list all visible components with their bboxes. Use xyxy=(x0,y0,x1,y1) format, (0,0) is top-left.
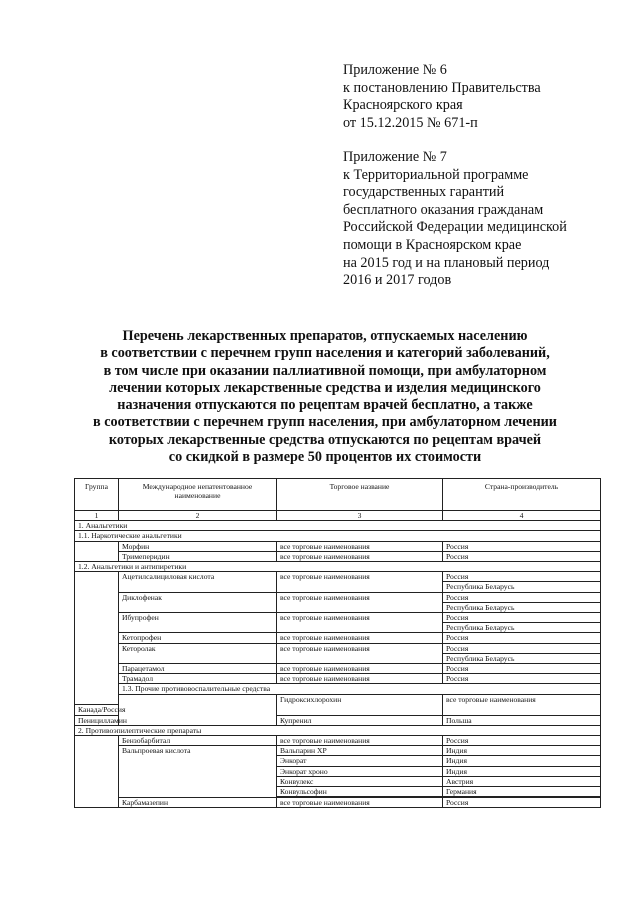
trade-cell: Энкорат хроно xyxy=(277,766,443,776)
inn-cell: Вальпроевая кислота xyxy=(119,746,277,798)
trade-cell: все торговые наименования xyxy=(277,664,443,674)
trade-cell: все торговые наименования xyxy=(277,674,443,684)
table-row xyxy=(75,643,601,653)
title-line: лечении которых лекарственные средства и изделия медицинского xyxy=(109,379,541,396)
appendix-6-line: от 15.12.2015 № 671-п xyxy=(343,114,478,131)
inn-cell: Карбамазепин xyxy=(119,798,277,808)
country-cell: Россия xyxy=(443,798,601,808)
trade-cell: все торговые наименования xyxy=(277,541,443,551)
appendix-6-line: Приложение № 6 xyxy=(343,62,447,78)
table-row xyxy=(75,736,601,746)
inn-cell: Трамадол xyxy=(119,674,277,684)
header-inn: Международное непатентованное наименование xyxy=(119,479,277,511)
group-cell xyxy=(75,541,119,561)
header-country: Страна-производитель xyxy=(443,479,601,511)
country-cell: Республика Беларусь xyxy=(443,582,601,592)
title-line: в соответствии с перечнем групп населения и категорий заболеваний, xyxy=(100,345,550,362)
inn-cell: Гидроксихлорохин xyxy=(277,694,443,715)
country-cell: Индия xyxy=(443,766,601,776)
appendix-7-line: 2016 и 2017 годов xyxy=(343,272,452,289)
table-row xyxy=(75,572,601,582)
country-cell: Россия xyxy=(443,736,601,746)
country-cell: Канада/Россия xyxy=(75,705,119,716)
inn-cell: Диклофенак xyxy=(119,592,277,612)
appendix-7-block xyxy=(343,149,567,290)
drug-list-table xyxy=(74,478,601,808)
section-other-anti-inflammatory: 1.3. Прочие противовоспалительные средства xyxy=(119,684,601,694)
column-number: 3 xyxy=(277,511,443,521)
group-cell xyxy=(75,736,119,808)
country-cell: Индия xyxy=(443,756,601,766)
section-row xyxy=(75,531,601,541)
country-cell: Россия xyxy=(443,643,601,653)
appendix-6-block xyxy=(343,62,541,132)
title-line: Перечень лекарственных препаратов, отпускаемых населению xyxy=(122,328,528,344)
table-row xyxy=(75,633,601,643)
country-cell: Германия xyxy=(443,787,601,797)
inn-cell: Ибупрофен xyxy=(119,613,277,633)
country-cell: Республика Беларусь xyxy=(443,653,601,663)
table-row xyxy=(75,664,601,674)
trade-cell: Конвульсофин xyxy=(277,787,443,797)
table-header-row xyxy=(75,479,601,511)
country-cell: Россия xyxy=(443,633,601,643)
table-row xyxy=(75,694,601,705)
section-row xyxy=(75,521,601,531)
appendix-7-line: помощи в Красноярском крае xyxy=(343,236,522,253)
section-analgesics-antipyretics: 1.2. Анальгетики и антипиретики xyxy=(75,562,601,572)
inn-cell: Морфин xyxy=(119,541,277,551)
country-cell: Польша xyxy=(443,715,601,725)
country-cell: Россия xyxy=(443,613,601,623)
table-row xyxy=(75,613,601,623)
country-cell: Республика Беларусь xyxy=(443,623,601,633)
trade-cell: все торговые наименования xyxy=(277,633,443,643)
section-row xyxy=(75,562,601,572)
section-narcotic-analgesics: 1.1. Наркотические анальгетики xyxy=(75,531,601,541)
trade-cell: все торговые наименования xyxy=(277,592,443,612)
section-analgesics: 1. Анальгетики xyxy=(75,521,601,531)
section-antiepileptics: 2. Противоэпилептические препараты xyxy=(75,725,601,735)
header-group: Группа xyxy=(75,479,119,511)
trade-cell: все торговые наименования xyxy=(277,551,443,561)
title-line: со скидкой в размере 50 процентов их стоимости xyxy=(168,449,482,466)
inn-cell: Ацетилсалициловая кислота xyxy=(119,572,277,592)
country-cell: Австрия xyxy=(443,776,601,786)
inn-cell: Пеницилламин xyxy=(75,715,119,725)
trade-cell: все торговые наименования xyxy=(277,736,443,746)
inn-cell: Кеторолак xyxy=(119,643,277,663)
appendix-7-line: на 2015 год и на плановый период xyxy=(343,254,550,271)
inn-cell: Кетопрофен xyxy=(119,633,277,643)
country-cell: Россия xyxy=(443,664,601,674)
appendix-7-line: государственных гарантий xyxy=(343,184,505,201)
table-row xyxy=(75,541,601,551)
country-cell: Россия xyxy=(443,592,601,602)
section-row xyxy=(75,725,601,735)
appendix-7-line: к Территориальной программе xyxy=(343,166,529,183)
appendix-7-line: бесплатного оказания гражданам xyxy=(343,201,544,218)
table-row xyxy=(75,592,601,602)
table-row xyxy=(75,798,601,808)
title-line: в том числе при оказании паллиативной помощи, при амбулаторном xyxy=(103,362,547,379)
trade-cell: Вальпарин ХР xyxy=(277,746,443,756)
header-trade-name: Торговое название xyxy=(277,479,443,511)
column-number: 1 xyxy=(75,511,119,521)
appendix-6-line: Красноярского края xyxy=(343,97,463,114)
trade-cell: все торговые наименования xyxy=(277,798,443,808)
country-cell: Россия xyxy=(443,674,601,684)
trade-cell: все торговые наименования xyxy=(443,694,601,715)
group-cell xyxy=(119,694,277,725)
trade-cell: Энкорат xyxy=(277,756,443,766)
table-row xyxy=(75,674,601,684)
trade-cell: Конвулекс xyxy=(277,776,443,786)
document-title xyxy=(40,328,610,466)
country-cell: Россия xyxy=(443,541,601,551)
trade-cell: все торговые наименования xyxy=(277,572,443,592)
appendix-7-line: Российской Федерации медицинской xyxy=(343,219,567,236)
country-cell: Россия xyxy=(443,551,601,561)
trade-cell: все торговые наименования xyxy=(277,613,443,633)
column-number: 2 xyxy=(119,511,277,521)
table-row xyxy=(75,551,601,561)
title-line: назначения отпускаются по рецептам врачей бесплатно, а также xyxy=(117,397,533,414)
group-cell xyxy=(75,572,119,705)
table-row xyxy=(75,746,601,756)
appendix-7-line: Приложение № 7 xyxy=(343,149,447,165)
country-cell: Россия xyxy=(443,572,601,582)
appendix-6-line: к постановлению Правительства xyxy=(343,79,541,96)
inn-cell: Парацетамол xyxy=(119,664,277,674)
inn-cell: Бензобарбитал xyxy=(119,736,277,746)
trade-cell: Купренил xyxy=(277,715,443,725)
country-cell: Республика Беларусь xyxy=(443,602,601,612)
country-cell: Индия xyxy=(443,746,601,756)
section-row xyxy=(75,684,601,694)
title-line: которых лекарственные средства отпускаются по рецептам врачей xyxy=(108,431,542,448)
column-number-row xyxy=(75,511,601,521)
column-number: 4 xyxy=(443,511,601,521)
title-line: в соответствии с перечнем групп населения, при амбулаторном лечении xyxy=(92,414,557,431)
trade-cell: все торговые наименования xyxy=(277,643,443,663)
inn-cell: Тримеперидин xyxy=(119,551,277,561)
